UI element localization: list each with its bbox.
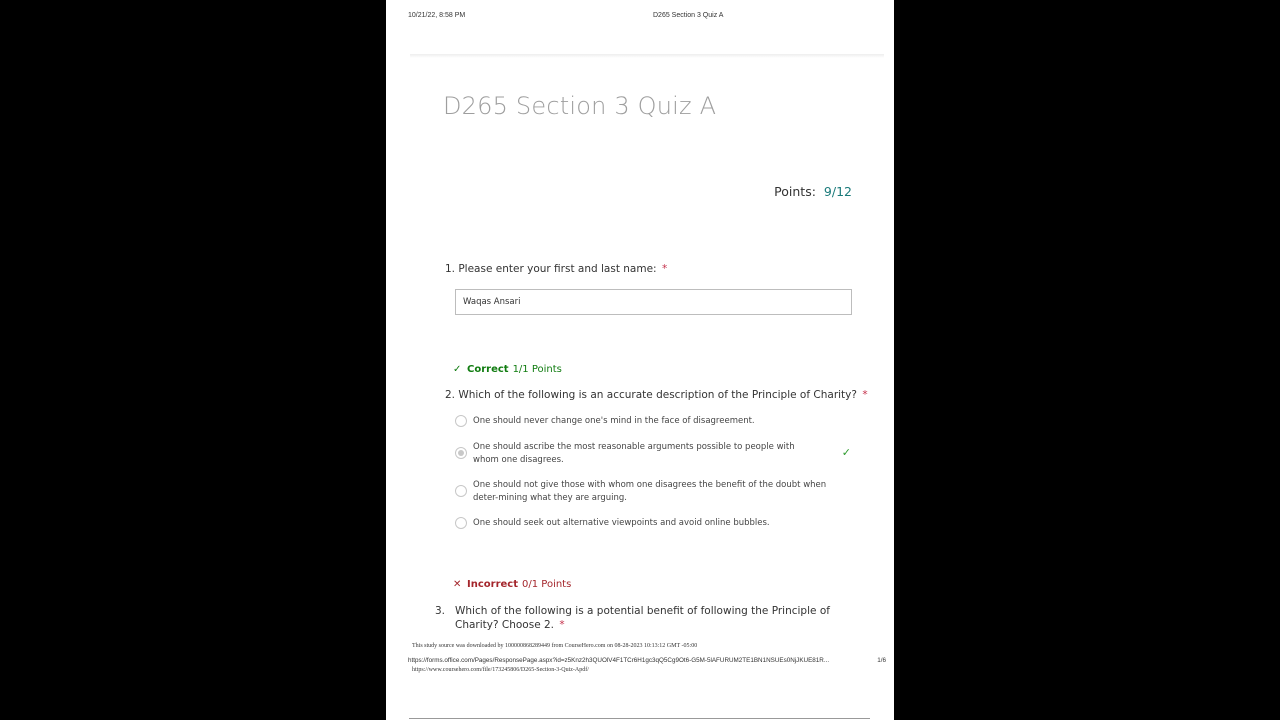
status-points: 1/1 Points <box>512 364 562 375</box>
form-card-edge <box>410 54 884 58</box>
points-value: 9/12 <box>823 184 852 199</box>
page-number: 1/6 <box>877 657 886 664</box>
option-text: One should seek out alternative viewpoints and avoid online bubbles. <box>473 518 770 528</box>
radio-button[interactable] <box>455 415 467 427</box>
option-text: One should not give those with whom one disagrees the benefit of the doubt when deter-mining what they are arguing. <box>473 480 827 503</box>
question-2-option-2[interactable] <box>455 441 851 467</box>
question-number: 1. <box>445 263 456 275</box>
radio-button-selected[interactable] <box>455 447 467 459</box>
print-footer-url[interactable]: https://forms.office.com/Pages/ResponsePage.aspx?id=z5Knz2h3QUOlV4F1TCr6H1gc3qQ5Cg9Ot6-G5M-5lAFURUM2TE1BN1NSUEs0NjJKUE81R... <box>408 657 830 664</box>
print-date: 10/21/22, 8:58 PM <box>408 12 466 19</box>
status-label: Incorrect <box>467 579 518 590</box>
check-icon: ✓ <box>453 364 462 375</box>
points-label: Points: <box>774 184 816 199</box>
print-header <box>408 12 872 24</box>
question-2-option-4[interactable] <box>455 517 835 530</box>
question-2-option-1[interactable] <box>455 415 835 428</box>
question-number: 2. <box>445 389 456 401</box>
status-label: Correct <box>467 364 509 375</box>
name-answer-field[interactable] <box>455 289 852 315</box>
download-source-note: This study source was downloaded by 100000868289449 from CourseHero.com on 08-28-2023 10:13:12 GMT -05:00 <box>412 643 698 649</box>
question-text: Please enter your first and last name: <box>458 263 657 275</box>
status-points: 0/1 Points <box>522 579 572 590</box>
question-1 <box>445 262 667 276</box>
page-divider <box>409 718 870 719</box>
coursehero-url[interactable]: https://www.coursehero.com/file/173245806/D265-Section-3-Quiz-Apdf/ <box>412 667 589 673</box>
pdf-page <box>386 0 894 720</box>
question-number: 3. <box>435 605 446 617</box>
x-icon: ✕ <box>453 579 462 590</box>
question-text: Which of the following is an accurate description of the Principle of Charity? <box>458 389 857 401</box>
print-title: D265 Section 3 Quiz A <box>653 12 724 19</box>
question-3-status <box>453 579 571 590</box>
question-2 <box>445 388 868 402</box>
required-marker: * <box>559 619 565 631</box>
points-summary <box>774 184 852 199</box>
option-text: One should ascribe the most reasonable arguments possible to people with whom one disagrees. <box>473 442 795 465</box>
correct-answer-check-icon: ✓ <box>841 446 851 459</box>
required-marker: * <box>661 263 668 275</box>
question-3 <box>435 604 855 632</box>
name-answer-value: Waqas Ansari <box>463 297 521 307</box>
radio-button[interactable] <box>455 485 467 497</box>
question-2-option-3[interactable] <box>455 479 835 505</box>
question-2-status <box>453 364 562 375</box>
form-title: D265 Section 3 Quiz A <box>443 92 717 120</box>
option-text: One should never change one's mind in the face of disagreement. <box>473 416 755 426</box>
question-text: Which of the following is a potential benefit of following the Principle of Charity? Choose 2. <box>455 605 830 631</box>
radio-button[interactable] <box>455 517 467 529</box>
required-marker: * <box>862 389 868 401</box>
